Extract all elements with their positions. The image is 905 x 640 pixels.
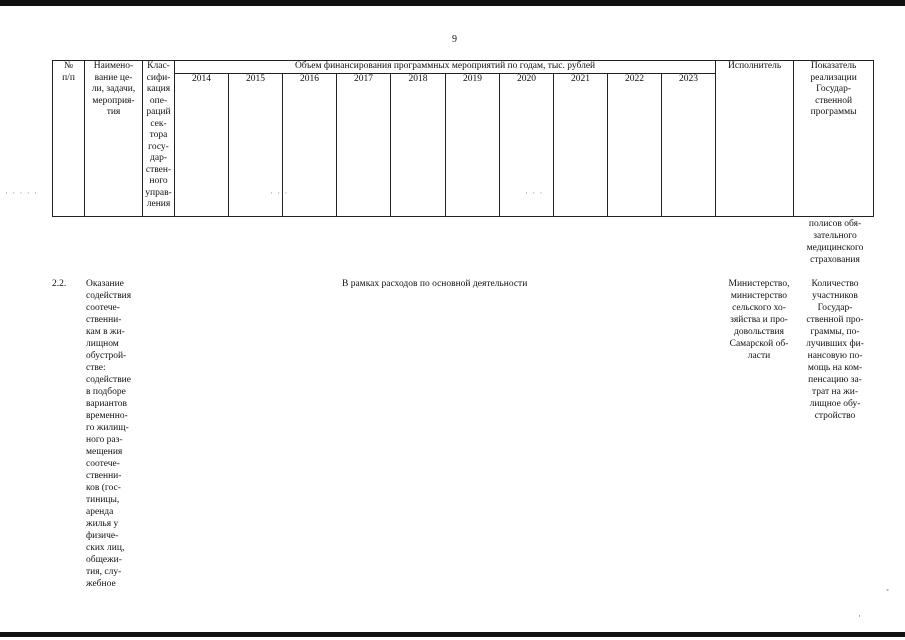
header-year: 2016	[283, 73, 337, 216]
header-year: 2022	[608, 73, 662, 216]
header-year: 2023	[662, 73, 716, 216]
scan-noise: · · ·	[525, 188, 544, 198]
header-year: 2014	[175, 73, 229, 216]
scan-noise: · · · · ·	[5, 188, 38, 198]
header-year: 2021	[554, 73, 608, 216]
scan-mark: ˚	[886, 588, 889, 598]
row-indicator: Количество участников Государ- ственной про- граммы, по- лучивших фи- нансовую по- мощь на ком- пенсацию за- трат на жи- лищное обу- стройство	[806, 279, 864, 421]
top-scan-border	[0, 0, 905, 6]
header-year: 2020	[500, 73, 554, 216]
scan-mark: ·	[858, 611, 861, 621]
bottom-scan-border	[0, 632, 905, 637]
header-year: 2017	[337, 73, 391, 216]
row-funding: В рамках расходов по основной деятельности	[342, 279, 528, 289]
page-number: 9	[452, 34, 457, 45]
header-year: 2015	[229, 73, 283, 216]
header-year: 2019	[446, 73, 500, 216]
header-classification: Клас- сифи- кация опе- раций сек- тора госу- дар- ствен- ного управ- ления	[143, 61, 175, 217]
scan-noise: · · ·	[270, 188, 289, 198]
header-executor: Исполнитель	[716, 61, 794, 217]
header-number: № п/п	[53, 61, 85, 217]
row-number: 2.2.	[52, 279, 67, 289]
header-indicator: Показатель реализации Государ- ственной программы	[794, 61, 874, 217]
header-name: Наимено- вание це- ли, задачи, мероприя- тия	[85, 61, 143, 217]
row-name: Оказание содействия соотече- ственни- кам в жи- лищном обустрой- стве: содействие в подборе вариантов временно- го жилищ- ного раз- мещения соотече- ственни- ков (гос- тиницы, аренда жилья у физиче- ских лиц, общежи- тия, слу- жебное	[86, 279, 132, 589]
carryover-indicator-text: полисов обя- зательного медицинского страхования	[806, 219, 864, 265]
header-year: 2018	[391, 73, 446, 216]
header-funding: Объем финансирования программных мероприятий по годам, тыс. рублей	[175, 61, 716, 74]
header-table	[52, 60, 874, 217]
row-executor: Министерство, министерство сельского хо- зяйства и про- довольствия Самарской об- ласти	[728, 279, 790, 361]
